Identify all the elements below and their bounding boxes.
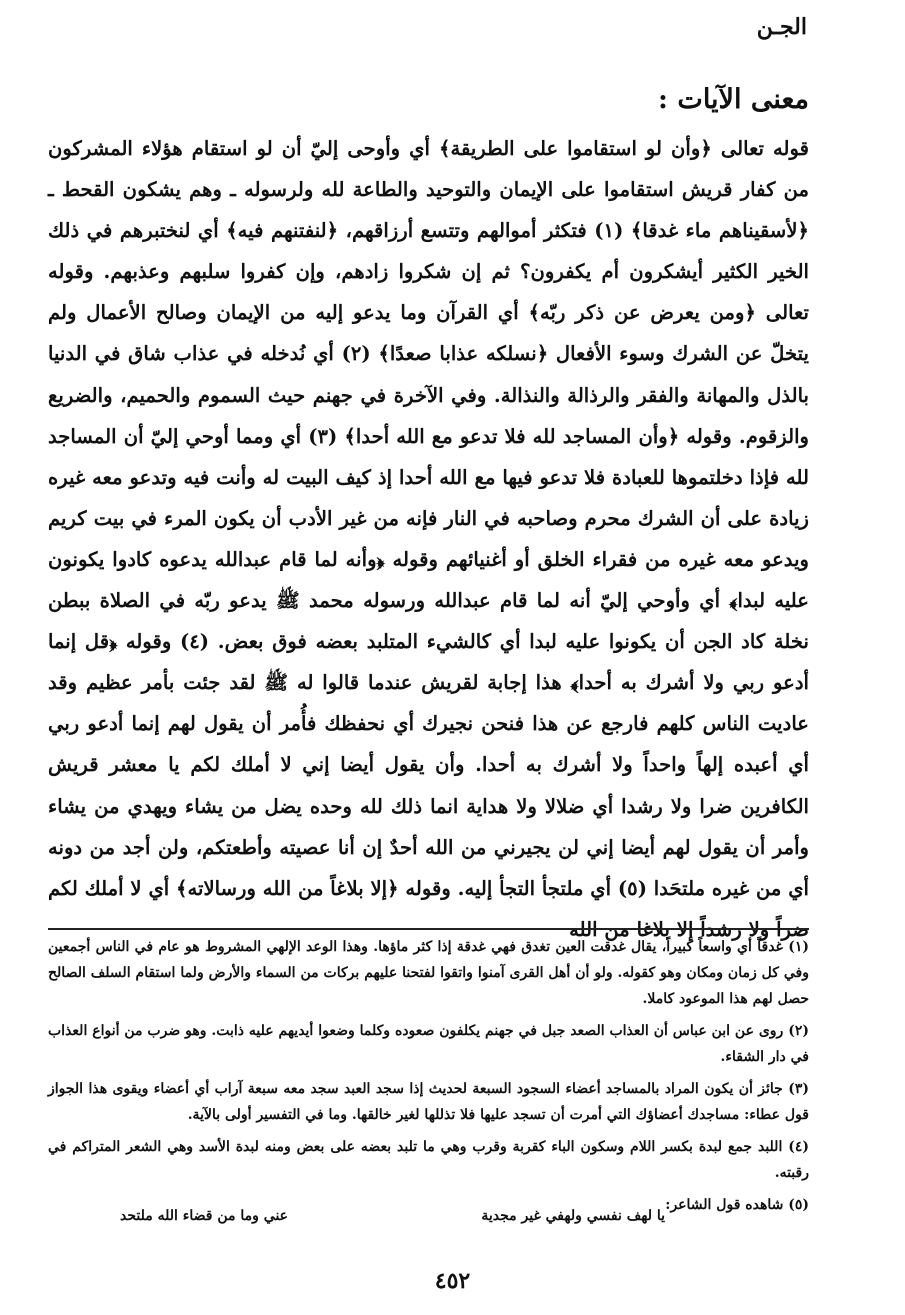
footnote-2: (٢) روى عن ابن عباس أن العذاب الصعد جبل في جهنم يكلفون صعوده وكلما وضعوا أيديهم عليه ذابت. وهو ضرب من أنواع العذاب في دار الشقاء. — [48, 1023, 809, 1065]
footnotes — [48, 934, 809, 1224]
section-title: معنى الآيات : — [658, 84, 809, 115]
footnote-4: (٤) اللبد جمع لبدة بكسر اللام وسكون الباء كقربة وقرب وهي ما تلبد بعضه على بعض ومنه لبدة الأسد وهي الشعر المتراكم في رقبته. — [48, 1139, 809, 1181]
page-number: ٤٥٢ — [434, 1268, 471, 1294]
running-head: الجـن — [756, 14, 807, 40]
footnote-separator — [48, 928, 809, 930]
footnote-1: (١) غدقاً أي واسعاً كبيراً، يقال غدقت العين تغدق فهي غدقة إذا كثر ماؤها. وهذا الوعد الإلهي المشروط هو عام في الناس أجمعين وفي كل زمان ومكان وهو كقوله. ولو أن أهل القرى آمنوا واتقوا لفتحنا عليهم بركات من السماء والأرض ولما استقام السلف الصالح حصل لهم هذا الموعود كاملا. — [48, 939, 809, 1007]
footnote-3: (٣) جائز أن يكون المراد بالمساجد أعضاء السجود السبعة لحديث إذا سجد العبد سجد معه سبعة آراب أي أعضاء ويقوى هذا الجواز قول عطاء: مساجدك أعضاؤك التي أمرت أن تسجد عليها فلا تذللها لغير خالقها. وما في التفسير أولى بالآية. — [48, 1081, 809, 1123]
body-paragraph: قوله تعالى ﴿وأن لو استقاموا على الطريقة﴾ أي وأوحى إليّ أن لو استقام هؤلاء المشركون من كفار قريش استقاموا على الإيمان والتوحيد والطاعة لله ولرسوله ـ وهم يشكون القحط ـ ﴿لأسقيناهم ماء غدقا﴾ (١) فتكثر أموالهم وتتسع أرزاقهم، ﴿لنفتنهم فيه﴾ أي لنختبرهم في ذلك الخير الكثير أيشكرون أم يكفرون؟ ثم إن شكروا زادهم، وإن كفروا سلبهم وعذبهم. وقوله تعالى ﴿ومن يعرض عن ذكر ربّه﴾ أي القرآن وما يدعو إليه من الإيمان وصالح الأعمال ولم يتخلّ عن الشرك وسوء الأفعال ﴿نسلكه عذابا صعدًا﴾ (٢) أي نُدخله في عذاب شاق في الدنيا بالذل والمهانة والفقر والرذالة والنذالة. وفي الآخرة في جهنم حيث السموم والحميم، والضريع والزقوم. وقوله ﴿وأن المساجد لله فلا تدعو مع الله أحدا﴾ (٣) أي ومما أوحي إليّ أن المساجد لله فإذا دخلتموها للعبادة فلا تدعو فيها مع الله أحدا إذ كيف البيت له وأنت فيه وتدعو معه غيره زيادة على أن الشرك محرم وصاحبه في النار فإنه من غير الأدب أن يكون المرء في بيت كريم ويدعو معه غيره من فقراء الخلق أو أغنيائهم وقوله ﴿وأنه لما قام عبدالله يدعوه كادوا يكونون عليه لبدا﴾ أي وأوحي إليّ أنه لما قام عبدالله ورسوله محمد ﷺ يدعو ربّه في الصلاة ببطن نخلة كاد الجن أن يكونوا عليه لبدا أي كالشيء المتلبد بعضه فوق بعض. (٤) وقوله ﴿قل إنما أدعو ربي ولا أشرك به أحدا﴾ هذا إجابة لقريش عندما قالوا له ﷺ لقد جئت بأمر عظيم وقد عاديت الناس كلهم فارجع عن هذا فنحن نجيرك أي نحفظك فأُمر أن يقول لهم إنما أدعو ربي أي أعبده إلهاً واحداً ولا أشرك به أحدا. وأن يقول أيضا إني لا أملك لكم يا معشر قريش الكافرين ضرا ولا رشدا أي ضلالا ولا هداية انما ذلك لله وحده يضل من يشاء ويهدي من يشاء وأمر أن يقول لهم أيضا إني لن يجيرني من الله أحدٌ إن أنا عصيته وأطعتكم، ولن أجد من دونه أي من غيره ملتحَدا (٥) أي ملتجأ التجأ إليه. وقوله ﴿إلا بلاغاً من الله ورسالاته﴾ أي لا أملك لكم ضراً ولا رشداً إلا بلاغا من الله — [48, 137, 810, 941]
footnote-5: (٥) شاهده قول الشاعر: — [665, 1197, 809, 1213]
body-text — [48, 128, 809, 950]
poem-second-hemistich: عني وما من قضاء الله ملتحد — [120, 1208, 289, 1224]
poem-verse — [120, 1208, 665, 1224]
poem-first-hemistich: يا لهف نفسي ولهفي غير مجدية — [481, 1208, 665, 1224]
